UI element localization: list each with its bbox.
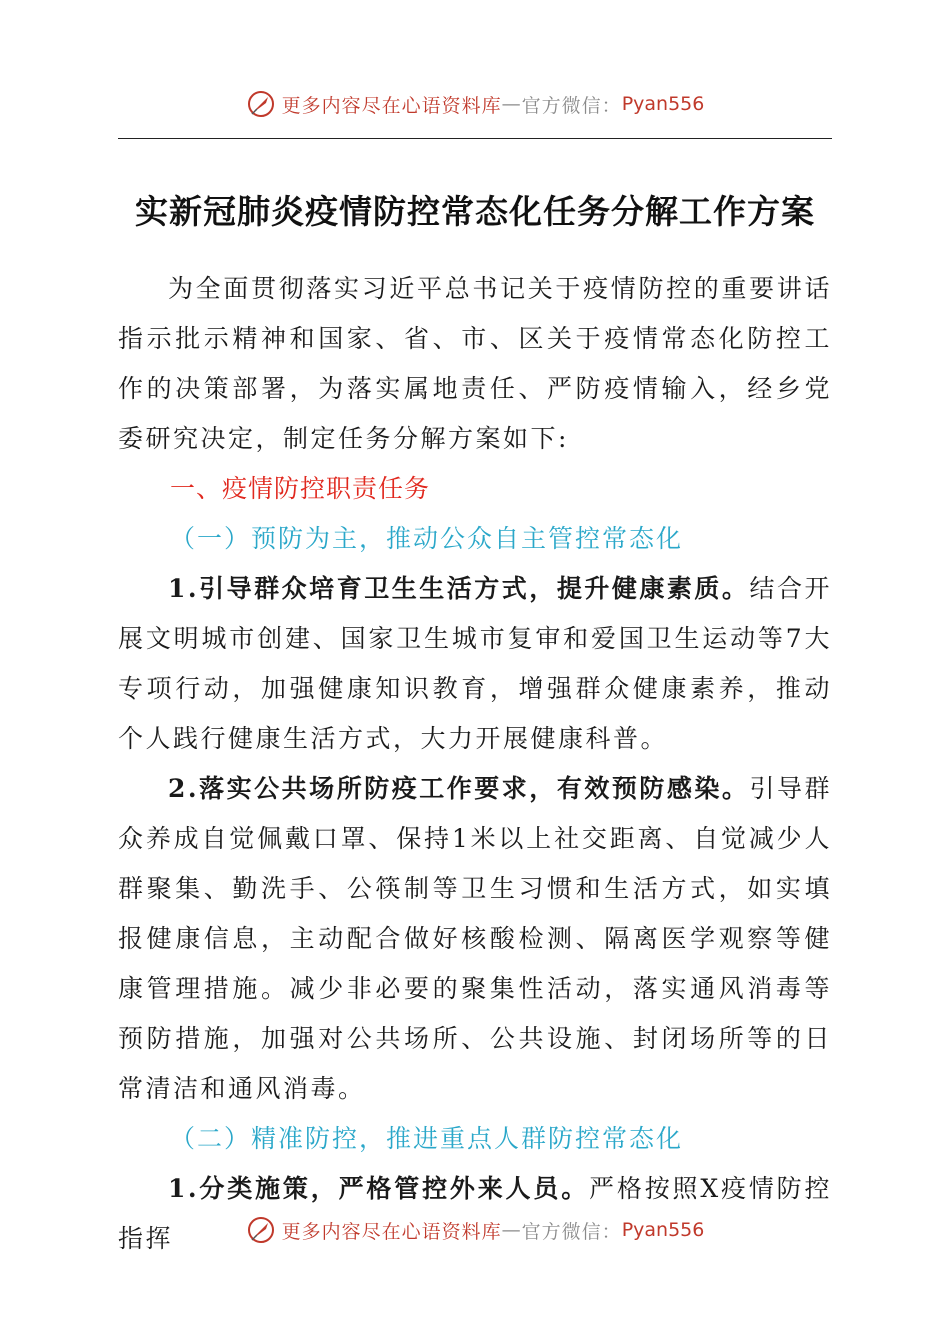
quill-logo-icon	[246, 1215, 276, 1245]
subsection-heading-1: （一）预防为主，推动公众自主管控常态化	[170, 524, 684, 553]
banner-wechat-label: 官方微信：	[521, 1220, 622, 1243]
banner-site-text: 更多内容尽在心语资料库	[281, 94, 502, 117]
quill-logo-icon	[246, 89, 276, 119]
item-3-text: 严格按照X疫情防控指挥	[118, 1174, 832, 1253]
item-paragraph-1	[118, 564, 832, 764]
document-body	[118, 264, 832, 1264]
footer-banner	[0, 1210, 950, 1250]
banner-dash: —	[501, 1219, 522, 1241]
banner-dash: —	[501, 93, 522, 115]
item-paragraph-2	[118, 764, 832, 1114]
item-1-lead: 1.引导群众培育卫生生活方式，提升健康素质。	[168, 574, 750, 603]
document-title: 实新冠肺炎疫情防控常态化任务分解工作方案	[135, 192, 815, 231]
intro-paragraph: 为全面贯彻落实习近平总书记关于疫情防控的重要讲话指示批示精神和国家、省、市、区关于疫情常态化防控工作的决策部署，为落实属地责任、严防疫情输入，经乡党委研究决定，制定任务分解方案如下:	[118, 274, 832, 453]
item-3-lead: 1.分类施策，严格管控外来人员。	[168, 1174, 590, 1203]
banner-wechat-id: Pyan556	[621, 1219, 705, 1241]
banner-wechat-id: Pyan556	[621, 93, 705, 115]
subsection-heading-2: （二）精准防控，推进重点人群防控常态化	[170, 1124, 684, 1153]
header-divider	[118, 138, 832, 139]
banner-wechat-label: 官方微信：	[521, 94, 622, 117]
item-1-text: 结合开展文明城市创建、国家卫生城市复审和爱国卫生运动等7大专项行动，加强健康知识教育，增强群众健康素养，推动个人践行健康生活方式，大力开展健康科普。	[118, 574, 832, 753]
item-2-lead: 2.落实公共场所防疫工作要求，有效预防感染。	[168, 774, 750, 803]
banner-site-text: 更多内容尽在心语资料库	[281, 1220, 502, 1243]
item-2-text: 引导群众养成自觉佩戴口罩、保持1米以上社交距离、自觉减少人群聚集、勤洗手、公筷制等卫生习惯和生活方式，如实填报健康信息，主动配合做好核酸检测、隔离医学观察等健康管理措施。减少非必要的聚集性活动，落实通风消毒等预防措施，加强对公共场所、公共设施、封闭场所等的日常清洁和通风消毒。	[118, 774, 832, 1103]
section-heading-1: 一、疫情防控职责任务	[170, 474, 431, 503]
header-banner	[0, 84, 950, 124]
